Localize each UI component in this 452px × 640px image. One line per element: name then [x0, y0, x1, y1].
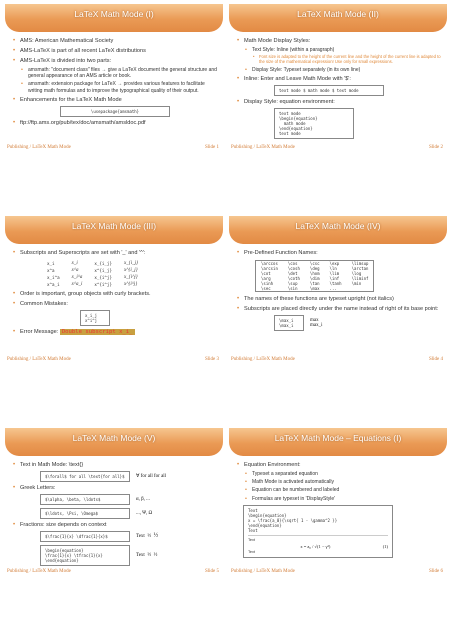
slide-5 [5, 428, 223, 578]
rendered-output: ∀ for all for all [136, 474, 167, 479]
slide-4 [229, 216, 447, 366]
code-block: text mode $ math mode $ text mode [274, 85, 384, 96]
rendered-output: Text ½ ½ [136, 553, 158, 558]
bullet: • Pre-Defined Function Names: [235, 250, 441, 257]
sub-bullet: • Typeset a separated equation [244, 471, 441, 477]
bullet: • Greek Letters: $\alpha, \beta, \ldots$ α, β, ... $\ldots, \Psi, \Omega$ ..., Ψ, Ω [11, 485, 217, 519]
slide-title: LaTeX Math Mode (V) [5, 428, 223, 456]
bullet: • Subscripts and Superscripts are set with '_' and '^': [11, 250, 217, 257]
bullet: • The names of these functions are typeset upright (not italics) [235, 296, 441, 303]
slide-title: LaTeX Math Mode (II) [229, 4, 447, 32]
bullet: • Subscripts are placed directly under the name instead of right of its base point: \max_i \max_i max max_i [235, 306, 441, 331]
bullet: • Math Mode Display Styles: • Text Style: Inline (within a paragraph) • Font size is adapted to the height of the current line and the height of the current line is adapted to the size of the mathematical expression! Use only for small expressions. • Display Style: Typeset separately (in its own line) [235, 38, 441, 73]
code-block: $\forall$ for all \text{for all}$ [40, 471, 130, 482]
rendered-output: max max_i [310, 318, 323, 328]
code-block: $\frac{1}{x} \dfrac{1}{x}$ [40, 531, 130, 542]
sub-bullet: • Equation can be numbered and labeled [244, 487, 441, 493]
error-message: Double subscript x_i_ [61, 329, 133, 335]
bullet: • Error Message: Double subscript x_i_ [11, 329, 217, 336]
slide-2 [229, 4, 447, 154]
function-names-table: \arccos \cos \csc \exp \limsup \arcsin \cosh \deg \ln \arctan \cot \det \hom \lim \log \arg \coth \dim \inf \liminf \sinh \sup \tan \tanh \min \sec \sin \max ... [255, 260, 374, 292]
code-block: Text \begin{equation} x = \frac{a_0}{\sqrt{ 1 - \gamma^2 }} \end{equation} Text [248, 508, 388, 533]
slide-6 [229, 428, 447, 578]
bullet: • Fractions: size depends on context $\frac{1}{x} \dfrac{1}{x}$ Text ½ ½ \begin{equation} \frac{1}{x} \tfrac{1}{x} \end{equation} Text ½ ½ [11, 522, 217, 566]
sub-bullet: • Formulas are typeset in 'DisplayStyle' [244, 496, 441, 502]
bullet: • AMS-LaTeX is divided into two parts: • amsmath: "document class" files → give a LaTeX document the general structure and general appearance of an AMS article or book. • amsmath: extension package for LaTeX → provides various features to facilitate writing math formulas and to improve the typographical quality of their output. [11, 58, 217, 94]
sub-bullet: • amsmath: extension package for LaTeX → provides various features to facilitate writing math formulas and to improve the typographical quality of their output. [20, 81, 217, 93]
code-block: x_i_j x^i^j [80, 310, 110, 326]
code-block: \max_i \max_i [274, 315, 304, 331]
sub-bullet: • amsmath: "document class" files → give a LaTeX document the general structure and general appearance of an AMS article or book. [20, 67, 217, 79]
slide-footer: Publishing / LaTeX Math Mode Slide 3 [7, 356, 219, 362]
slide-footer: Publishing / LaTeX Math Mode Slide 6 [231, 568, 443, 574]
bullet: • Equation Environment: • Typeset a separated equation • Math Mode is activated automatically • Equation can be numbered and labeled • Formulas are typeset in 'DisplayStyle' [235, 462, 441, 502]
sub-bullet: • Display Style: Typeset separately (in its own line) [244, 67, 441, 73]
bullet: • Order is important, group objects with curly brackets. [11, 291, 217, 298]
sub-bullet: • Text Style: Inline (within a paragraph) • Font size is adapted to the height of the current line and the height of the current line is adapted to the size of the mathematical expression! Use only for small expressions. [244, 47, 441, 65]
bullet: • AMS-LaTeX is part of all recent LaTeX distributions [11, 48, 217, 55]
slide-title: LaTeX Math Mode (III) [5, 216, 223, 244]
slide-footer: Publishing / LaTeX Math Mode Slide 1 [7, 144, 219, 150]
code-block: $\alpha, \beta, \ldots$ [40, 494, 130, 505]
equation-demo: Text \begin{equation} x = \frac{a_0}{\sqrt{ 1 - \gamma^2 }} \end{equation} Text Text x = a₀ / √(1 − γ²) (1) Text [243, 505, 393, 558]
sub-sub-bullet: • Font size is adapted to the height of the current line and the height of the current line is adapted to the size of the mathematical expression! Use only for small expressions. [252, 54, 441, 64]
rendered-output: Text ½ ½ [136, 533, 159, 539]
bullet: • Inline: Enter and Leave Math Mode with '$': text mode $ math mode $ text mode [235, 76, 441, 96]
code-block: \begin{equation} \frac{1}{x} \tfrac{1}{x} \end{equation} [40, 545, 130, 566]
slide-1 [5, 4, 223, 154]
sub-bullet: • Math Mode is activated automatically [244, 479, 441, 485]
bullet: • Common Mistakes: x_i_j x^i^j [11, 301, 217, 326]
slide-title: LaTeX Math Mode (IV) [229, 216, 447, 244]
bullet: • Enhancements for the LaTeX Math Mode \usepackage{amsmath} [11, 97, 217, 117]
slide-footer: Publishing / LaTeX Math Mode Slide 5 [7, 568, 219, 574]
code-block: $\ldots, \Psi, \Omega$ [40, 508, 130, 519]
bullet: • Display Style: equation environment: text mode \begin{equation} math mode \end{equation} text mode [235, 99, 441, 139]
bullet: • Text in Math Mode: \text{} $\forall$ for all \text{for all}$ ∀ for all for all [11, 462, 217, 482]
rendered-equation: x = a₀ / √(1 − γ²) [300, 543, 331, 549]
rendered-output: ..., Ψ, Ω [136, 511, 153, 516]
code-block: text mode \begin{equation} math mode \end{equation} text mode [274, 108, 354, 139]
slide-title: LaTeX Math Mode – Equations (I) [229, 428, 447, 456]
slide-title: LaTeX Math Mode (I) [5, 4, 223, 32]
slide-footer: Publishing / LaTeX Math Mode Slide 4 [231, 356, 443, 362]
bullet: • AMS: American Mathematical Society [11, 38, 217, 45]
sub-super-table: x_i x_i x_{i_j} x_{i_j} x^a x^a x^{i_j} x^{i_j} x_i^a x_i^a x_{i^j} x_{i^j} x^a_i x^a_i x^{i^j} x^{i^j} [47, 261, 138, 287]
rendered-output: α, β, ... [136, 497, 150, 502]
slide-3 [5, 216, 223, 366]
code-block: \usepackage{amsmath} [60, 106, 170, 117]
bullet: • ftp://ftp.ams.org/pub/tex/doc/amsmath/amsldoc.pdf [11, 120, 217, 127]
slide-footer: Publishing / LaTeX Math Mode Slide 2 [231, 144, 443, 150]
